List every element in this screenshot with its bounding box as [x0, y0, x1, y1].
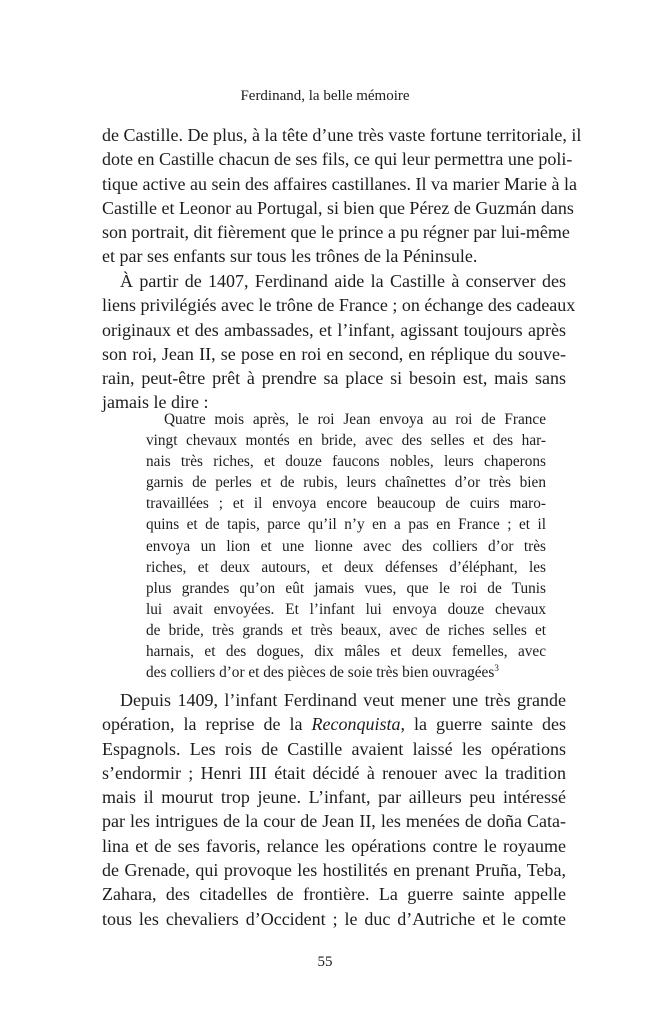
paragraph-2: [102, 269, 576, 415]
quote-line: envoya un lion et une lionne avec des colliers d’or très: [146, 537, 546, 555]
text-line: rain, peut-être prêt à prendre sa place si besoin est, mais sans: [102, 368, 566, 389]
paragraph-1: [102, 123, 582, 269]
quote-line: travaillées ; et il envoya encore beaucoup de cuirs maro-: [146, 495, 546, 513]
text-line: [102, 712, 566, 736]
text-line: de Grenade, qui provoque les hostilités en prenant Pruña, Teba,: [102, 860, 566, 881]
italic-term: Reconquista: [311, 714, 401, 735]
text-line: de Castille. De plus, à la tête d’une très vaste fortune territoriale, il: [102, 125, 582, 145]
text-line: Espagnols. Les rois de Castille avaient laissé les opérations: [102, 738, 566, 759]
quote-line: lui avait envoyées. Et l’infant lui envoya douze chevaux: [146, 600, 546, 618]
text-line: tous les chevaliers d’Occident ; le duc d’Autriche et le comte: [102, 908, 566, 929]
quote-line: garnis de perles et de rubis, leurs chaînettes d’or très bien: [146, 474, 546, 492]
quote-line: nais très riches, et douze faucons nobles, leurs chaperons: [146, 453, 546, 471]
quote-line-text: des colliers d’or et des pièces de soie très bien ouvragées: [146, 664, 495, 682]
text-line: originaux et des ambassades, et l’infant, agissant toujours après: [102, 319, 566, 340]
text-line: son roi, Jean II, se pose en roi en second, en réplique du souve-: [102, 343, 566, 364]
quote-line: Quatre mois après, le roi Jean envoya au roi de France: [164, 411, 546, 428]
footnote-marker[interactable]: 3: [494, 663, 499, 674]
quote-line: riches, et deux autours, et deux défenses d’éléphant, les: [146, 558, 546, 576]
text-segment: , la guerre sainte des: [400, 714, 567, 735]
quote-line: vingt chevaux montés en bride, avec des selles et des har-: [146, 432, 546, 450]
text-line: Castille et Leonor au Portugal, si bien que Pérez de Guzmán dans: [102, 197, 574, 218]
text-line: et par ses enfants sur tous les trônes de la Péninsule.: [102, 246, 478, 267]
quote-line: [146, 662, 546, 683]
page-number: 55: [317, 954, 333, 970]
paragraph-3: [102, 688, 566, 931]
text-segment: opération, la reprise de la: [102, 714, 312, 735]
text-line: tique active au sein des affaires castillanes. Il va marier Marie à la: [102, 173, 577, 194]
quote-line: harnais, et des dogues, dix mâles et deux femelles, avec: [146, 643, 546, 661]
text-line: À partir de 1407, Ferdinand aide la Castille à conserver des: [120, 271, 566, 291]
text-line: lina et de ses favoris, relance les opérations contre le royaume: [102, 835, 566, 856]
text-line: jamais le dire :: [102, 392, 209, 413]
running-head: Ferdinand, la belle mémoire: [240, 88, 410, 104]
block-quote: [146, 409, 546, 683]
quote-line: plus grandes qu’on eût jamais vues, que le roi de Tunis: [146, 579, 546, 597]
text-line: liens privilégiés avec le trône de France ; on échange des cadeaux: [102, 295, 576, 316]
text-line: par les intrigues de la cour de Jean II, les menées de doña Cata-: [102, 811, 566, 832]
text-line: mais il mourut trop jeune. L’infant, par ailleurs peu intéressé: [102, 787, 566, 808]
text-line: dote en Castille chacun de ses fils, ce qui leur permettra une poli-: [102, 149, 573, 170]
quote-line: de bride, très grands et très beaux, avec de riches selles et: [146, 621, 546, 639]
text-line: s’endormir ; Henri III était décidé à renouer avec la tradition: [102, 762, 566, 783]
text-line: Zahara, des citadelles de frontière. La guerre sainte appelle: [102, 884, 566, 905]
text-line: son portrait, dit fièrement que le prince a pu régner par lui-même: [102, 222, 570, 243]
quote-line: quins et de tapis, parce qu’il n’y en a pas en France ; et il: [146, 516, 546, 534]
text-line: Depuis 1409, l’infant Ferdinand veut mener une très grande: [120, 690, 566, 710]
